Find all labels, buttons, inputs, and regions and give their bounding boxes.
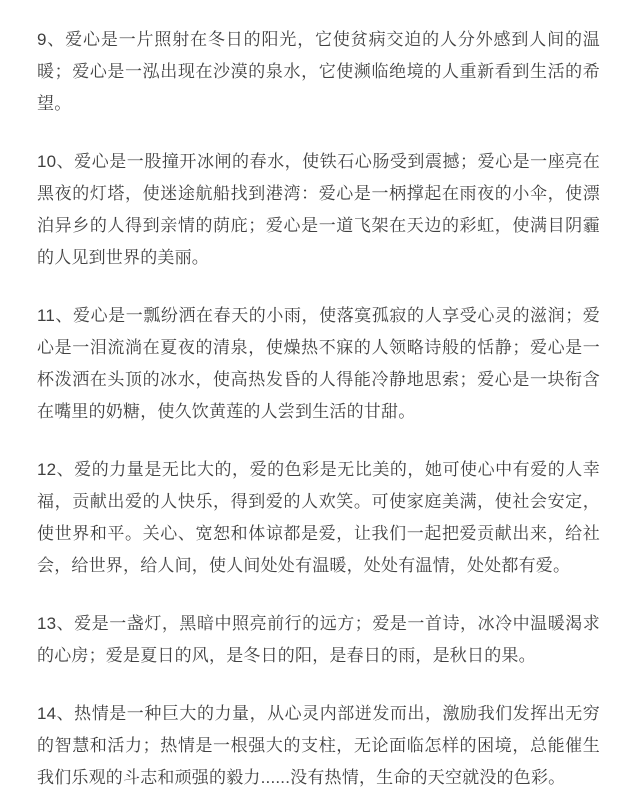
- paragraph-12: 12、爱的力量是无比大的，爱的色彩是无比美的，她可使心中有爱的人幸福，贡献出爱的人快乐，得到爱的人欢笑。可使家庭美满，使社会安定，使世界和平。关心、宽恕和体谅都是爱，让我们一起把爱贡献出来，给社会，给世界，给人间，使人间处处有温暖，处处有温情，处处都有爱。: [37, 460, 600, 575]
- paragraph-11: 11、爱心是一瓢纷洒在春天的小雨，使落寞孤寂的人享受心灵的滋润；爱心是一泪流淌在夏夜的清泉，使燥热不寐的人领略诗般的恬静；爱心是一杯泼洒在头顶的冰水，使高热发昏的人得能冷静地思索；爱心是一块衔含在嘴里的奶糖，使久饮黄莲的人尝到生活的甘甜。: [37, 306, 600, 421]
- paragraph-9: 9、爱心是一片照射在冬日的阳光，它使贫病交迫的人分外感到人间的温暖；爱心是一泓出现在沙漠的泉水，它使濒临绝境的人重新看到生活的希望。: [37, 30, 600, 113]
- paragraph-14: 14、热情是一种巨大的力量，从心灵内部迸发而出，激励我们发挥出无穷的智慧和活力；热情是一根强大的支柱，无论面临怎样的困境，总能催生我们乐观的斗志和顽强的毅力......没有热情，生命的天空就没的色彩。: [37, 704, 600, 787]
- paragraph-13: 13、爱是一盏灯，黑暗中照亮前行的远方；爱是一首诗，冰冷中温暖渴求的心房；爱是夏日的风，是冬日的阳，是春日的雨，是秋日的果。: [37, 614, 600, 665]
- paragraph-10: 10、爱心是一股撞开冰闸的春水，使铁石心肠受到震撼；爱心是一座亮在黑夜的灯塔，使迷途航船找到港湾：爱心是一柄撑起在雨夜的小伞，使漂泊异乡的人得到亲情的荫庇；爱心是一道飞架在天边的彩虹，使满目阴霾的人见到世界的美丽。: [37, 152, 600, 267]
